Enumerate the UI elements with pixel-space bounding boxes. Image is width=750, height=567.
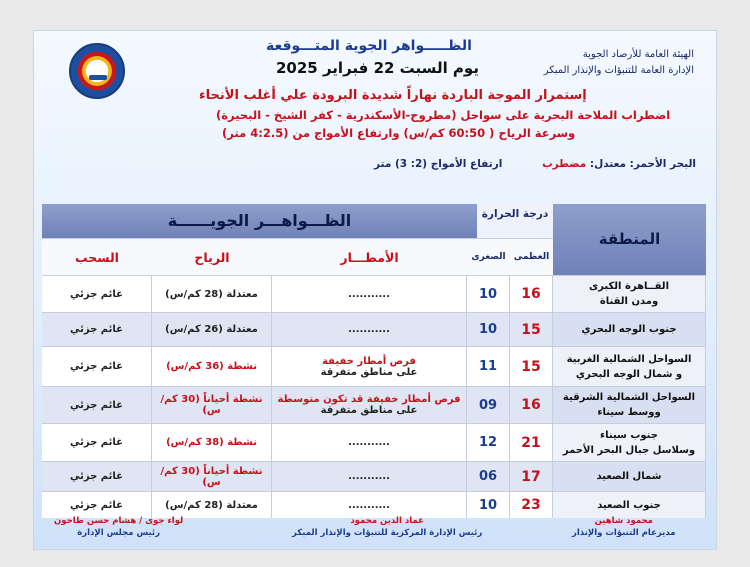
table-row (42, 386, 706, 423)
org-department: الإدارة العامة للتنبؤات والإنذار المبكر (543, 65, 694, 76)
clouds-cell: غائم جزئي (42, 346, 152, 386)
max-temp-header: العظمى (510, 238, 553, 276)
table-row (42, 461, 706, 491)
rain-cell (272, 386, 467, 423)
region-cell (553, 491, 706, 518)
region-name-2: و شمال الوجه البحري (575, 368, 683, 380)
ema-logo (69, 43, 125, 99)
forecast-director-role: مديرعام التنبؤات والإنذار (572, 528, 676, 538)
signature-forecast-director (572, 515, 676, 539)
forecast-date: يوم السبت 22 فبراير 2025 (276, 59, 479, 77)
region-cell (553, 312, 706, 346)
org-name: الهيئة العامة للأرصاد الجوية (582, 49, 694, 60)
wind-header: الرياح (152, 238, 272, 276)
marine-details: وسرعة الرياح ( 60:50 كم/س) وارتفاع الأمواج من (4:2.5 متر) (222, 126, 576, 140)
marine-warning: اضطراب الملاحة البحرية على سواحل (مطروح-الأسكندرية - كفر الشيخ - البحيرة) (216, 108, 671, 122)
region-name-2: ومدن القناة (599, 296, 659, 307)
min-temp-cell: 10 (467, 491, 510, 518)
rain-text: فرص أمطار خفيفة قد تكون متوسطة (277, 394, 461, 405)
signature-central-admin (292, 515, 482, 539)
rain-cell (272, 275, 467, 312)
min-temp-cell: 12 (467, 423, 510, 461)
wind-cell: نشطة أحياناً (30 كم/س) (152, 386, 272, 423)
forecast-sheet (33, 30, 717, 550)
max-temp-cell: 21 (510, 423, 553, 461)
region-cell (553, 386, 706, 423)
headline: إستمرار الموجة الباردة نهاراً شديدة البرودة علي أغلب الأنحاء (199, 88, 587, 103)
rain-cell (272, 461, 467, 491)
chairman-role: رئيس مجلس الإدارة (77, 528, 161, 538)
table-row (42, 491, 706, 518)
region-name: السواحل الشمالية الشرقية (562, 392, 696, 403)
rain-cell (272, 346, 467, 386)
max-temp-cell: 16 (510, 386, 553, 423)
clouds-cell: غائم جزئي (42, 491, 152, 518)
max-temp-cell: 16 (510, 275, 553, 312)
rain-text-2: على مناطق متفرقة (320, 405, 418, 416)
red-sea-label: البحر الأحمر: معتدل: (589, 158, 696, 170)
wind-cell: نشطة أحياناً (30 كم/س) (152, 461, 272, 491)
region-name-2: وسلاسل جبال البحر الأحمر (562, 444, 696, 456)
region-name: جنوب الوجه البحري (581, 324, 677, 335)
min-temp-cell: 06 (467, 461, 510, 491)
rain-header: الأمطـــار (272, 238, 467, 276)
min-temp-cell: 11 (467, 346, 510, 386)
region-cell (553, 461, 706, 491)
table-row (42, 275, 706, 312)
rain-text: ........... (348, 288, 390, 300)
region-name: شمال الصعيد (596, 471, 662, 482)
temperature-header: درجة الحرارة (477, 204, 553, 238)
min-temp-header: الصغرى (467, 238, 510, 276)
rain-text-2: على مناطق متفرقة (320, 366, 418, 378)
rain-text: فرص أمطار خفيفة (322, 355, 416, 367)
min-temp-cell: 10 (467, 275, 510, 312)
wind-cell: معتدلة (26 كم/س) (152, 312, 272, 346)
region-name-2: ووسط سيناء (597, 407, 661, 418)
rain-text: ........... (348, 324, 390, 335)
red-sea-waves: ارتفاع الأمواج (2: 3) متر (374, 158, 503, 170)
red-sea-status-line (542, 158, 696, 170)
clouds-cell: غائم جزئي (42, 275, 152, 312)
central-admin-name: عماد الدين محمود (350, 516, 424, 526)
table-row (42, 312, 706, 346)
region-name: القــاهرة الكبرى (589, 281, 669, 292)
clouds-cell: غائم جزئي (42, 386, 152, 423)
max-temp-cell: 23 (510, 491, 553, 518)
clouds-cell: غائم جزئي (42, 423, 152, 461)
signature-chairman (54, 515, 183, 539)
rain-text: ........... (348, 437, 390, 448)
clouds-cell: غائم جزئي (42, 312, 152, 346)
rain-cell (272, 312, 467, 346)
rain-cell (272, 423, 467, 461)
rain-cell (272, 491, 467, 518)
chairman-name: لواء جوى / هشام حسن طاحون (54, 516, 184, 526)
rain-text: ........... (348, 471, 390, 482)
region-name: جنوب الصعيد (597, 499, 661, 511)
max-temp-cell: 15 (510, 312, 553, 346)
page-title: الظـــــواهر الجوية المتـــوقعة (266, 38, 472, 54)
region-cell (553, 346, 706, 386)
wind-cell: نشطة (36 كم/س) (152, 346, 272, 386)
phenomena-header: الظـــواهـــر الجويــــــة (42, 204, 477, 238)
region-name: السواحل الشمالية الغربية (566, 353, 692, 365)
red-sea-status: مضطرب (542, 158, 587, 170)
wind-cell: معتدلة (28 كم/س) (152, 491, 272, 518)
wind-cell: نشطة (38 كم/س) (152, 423, 272, 461)
table-row (42, 423, 706, 461)
forecast-director-name: محمود شاهين (594, 516, 653, 526)
wind-cell: معتدلة (28 كم/س) (152, 275, 272, 312)
region-name: جنوب سيناء (600, 429, 658, 441)
region-cell (553, 423, 706, 461)
region-header: المنطقة (553, 204, 706, 275)
clouds-cell: غائم جزئي (42, 461, 152, 491)
max-temp-cell: 17 (510, 461, 553, 491)
max-temp-cell: 15 (510, 346, 553, 386)
rain-text: ........... (348, 499, 390, 511)
clouds-header: السحب (42, 238, 152, 276)
region-cell (553, 275, 706, 312)
min-temp-cell: 09 (467, 386, 510, 423)
central-admin-role: رئيس الإدارة المركزية للتنبؤات والإنذار المبكر (292, 528, 483, 538)
table-row (42, 346, 706, 386)
min-temp-cell: 10 (467, 312, 510, 346)
